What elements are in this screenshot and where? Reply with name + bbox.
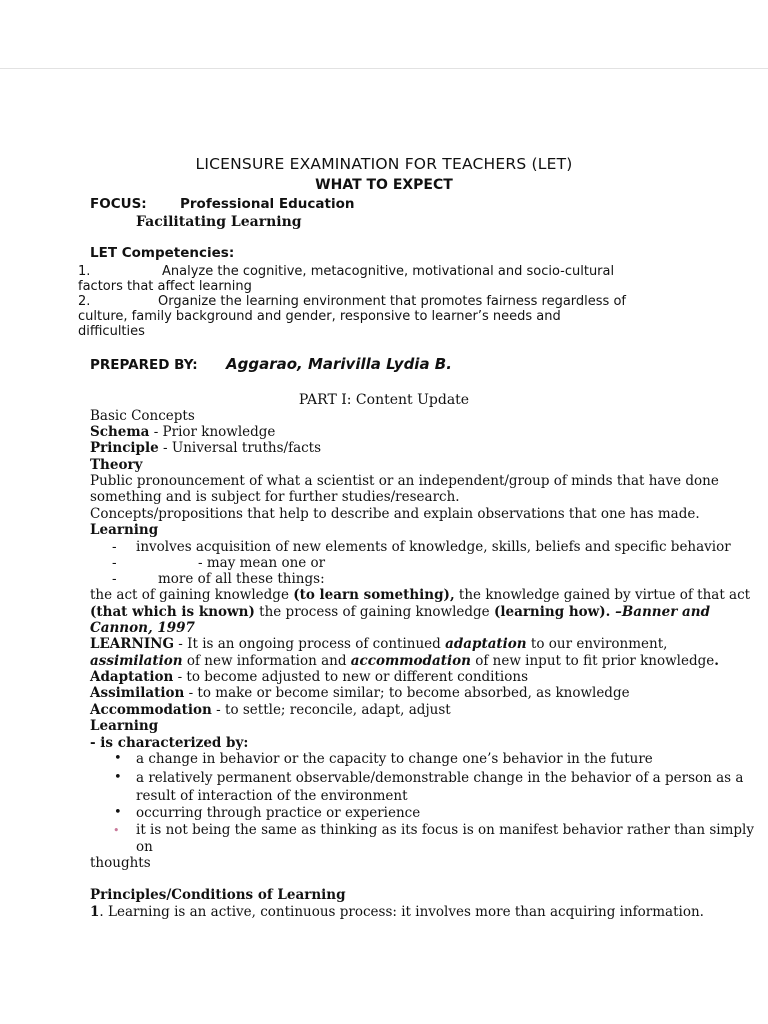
which-line xyxy=(90,604,710,620)
dash-marker: - xyxy=(112,571,117,587)
adaptation-line xyxy=(90,669,528,685)
accommodation-definition: - to settle; reconcile, adapt, adjust xyxy=(211,702,451,718)
act-line xyxy=(90,587,750,603)
basic-concepts-heading: Basic Concepts xyxy=(90,408,195,424)
focus-label: FOCUS: xyxy=(90,196,147,212)
which-emphasis: (that which is known) xyxy=(90,604,255,620)
theory-heading: Theory xyxy=(90,457,143,473)
learning-definition-line xyxy=(90,636,667,652)
citation: Cannon, 1997 xyxy=(90,620,195,636)
learning-definition-text: - It is an ongoing process of continued xyxy=(174,636,446,652)
characteristic-item: occurring through practice or experience xyxy=(136,805,421,821)
schema-term: Schema xyxy=(90,424,150,440)
assimilation-term: Assimilation xyxy=(90,685,185,701)
bullet-icon: • xyxy=(114,751,122,766)
principle-number: 1 xyxy=(90,904,100,920)
learning-definition-text: to our environment, xyxy=(526,636,668,652)
characteristic-item: a relatively permanent observable/demonstrable change in the behavior of a person as a xyxy=(136,770,744,786)
document-subtitle: WHAT TO EXPECT xyxy=(315,177,453,193)
assimilation-emphasis: assimilation xyxy=(90,653,183,669)
act-emphasis: (to learn something), xyxy=(293,587,455,603)
schema-definition: - Prior knowledge xyxy=(149,424,276,440)
assimilation-def-line xyxy=(90,685,630,701)
assimilation-text: of new information and xyxy=(182,653,351,669)
principle-line xyxy=(90,440,321,456)
document-title: LICENSURE EXAMINATION FOR TEACHERS (LET) xyxy=(195,155,573,173)
bullet-icon: • xyxy=(113,824,120,837)
competency-text: culture, family background and gender, responsive to learner’s needs and xyxy=(78,309,561,324)
dash-marker: - xyxy=(112,555,117,571)
theory-text: Concepts/propositions that help to describe and explain observations that one has made. xyxy=(90,506,700,522)
adaptation-definition: - to become adjusted to new or different conditions xyxy=(173,669,528,685)
principle-definition: - Universal truths/facts xyxy=(158,440,322,456)
competencies-heading: LET Competencies: xyxy=(90,245,235,261)
learning-term-caps: LEARNING xyxy=(90,636,174,652)
part-heading: PART I: Content Update xyxy=(298,392,470,408)
which-text: the process of gaining knowledge xyxy=(254,604,494,620)
competency-text: factors that affect learning xyxy=(78,279,252,294)
accommodation-emphasis: accommodation xyxy=(350,653,471,669)
characteristic-item: on xyxy=(136,839,153,855)
characteristic-item: result of interaction of the environment xyxy=(136,788,408,804)
competency-number: 1. xyxy=(78,264,91,279)
citation: –Banner and xyxy=(610,604,711,620)
which-emphasis: (learning how). xyxy=(493,604,611,620)
assimilation-line xyxy=(90,653,719,669)
theory-text: something and is subject for further studies/research. xyxy=(90,489,460,505)
principles-heading: Principles/Conditions of Learning xyxy=(90,887,346,903)
prepared-by-label: PREPARED BY: xyxy=(90,357,198,373)
principle-term: Principle xyxy=(90,440,159,456)
period: . xyxy=(714,653,719,669)
competency-number: 2. xyxy=(78,294,91,309)
accommodation-def-line xyxy=(90,702,451,718)
dash-marker: - xyxy=(112,539,117,555)
learning-point: - may mean one or xyxy=(198,555,326,571)
characteristic-item: a change in behavior or the capacity to change one’s behavior in the future xyxy=(136,751,653,767)
assimilation-definition: - to make or become similar; to become absorbed, as knowledge xyxy=(184,685,630,701)
act-text: the act of gaining knowledge xyxy=(90,587,294,603)
characteristic-continuation: thoughts xyxy=(90,855,151,871)
schema-line xyxy=(90,424,275,440)
focus-subtopic: Facilitating Learning xyxy=(136,214,302,230)
adaptation-term: Adaptation xyxy=(90,669,174,685)
focus-value: Professional Education xyxy=(180,196,355,212)
learning-point: more of all these things: xyxy=(158,571,325,587)
principle-text: . Learning is an active, continuous process: it involves more than acquiring information. xyxy=(99,904,704,920)
competency-text: difficulties xyxy=(78,324,145,339)
bullet-icon: • xyxy=(114,805,122,820)
learning-heading: Learning xyxy=(90,718,159,734)
accommodation-term: Accommodation xyxy=(90,702,212,718)
learning-heading: Learning xyxy=(90,522,159,538)
act-text: the knowledge gained by virtue of that act xyxy=(454,587,751,603)
principle-item xyxy=(90,904,704,920)
competency-text: Organize the learning environment that promotes fairness regardless of xyxy=(158,294,626,309)
characterized-heading: - is characterized by: xyxy=(90,735,249,751)
adaptation-emphasis: adaptation xyxy=(445,636,527,652)
competency-text: Analyze the cognitive, metacognitive, motivational and socio-cultural xyxy=(162,264,615,279)
assimilation-text: of new input to fit prior knowledge xyxy=(470,653,715,669)
characteristic-item: it is not being the same as thinking as its focus is on manifest behavior rather than simply xyxy=(136,822,754,838)
bullet-icon: • xyxy=(114,770,122,785)
top-divider xyxy=(0,68,768,69)
theory-text: Public pronouncement of what a scientist or an independent/group of minds that have done xyxy=(90,473,719,489)
learning-point: involves acquisition of new elements of knowledge, skills, beliefs and specific behavior xyxy=(136,539,731,555)
author-name: Aggarao, Marivilla Lydia B. xyxy=(226,355,452,373)
